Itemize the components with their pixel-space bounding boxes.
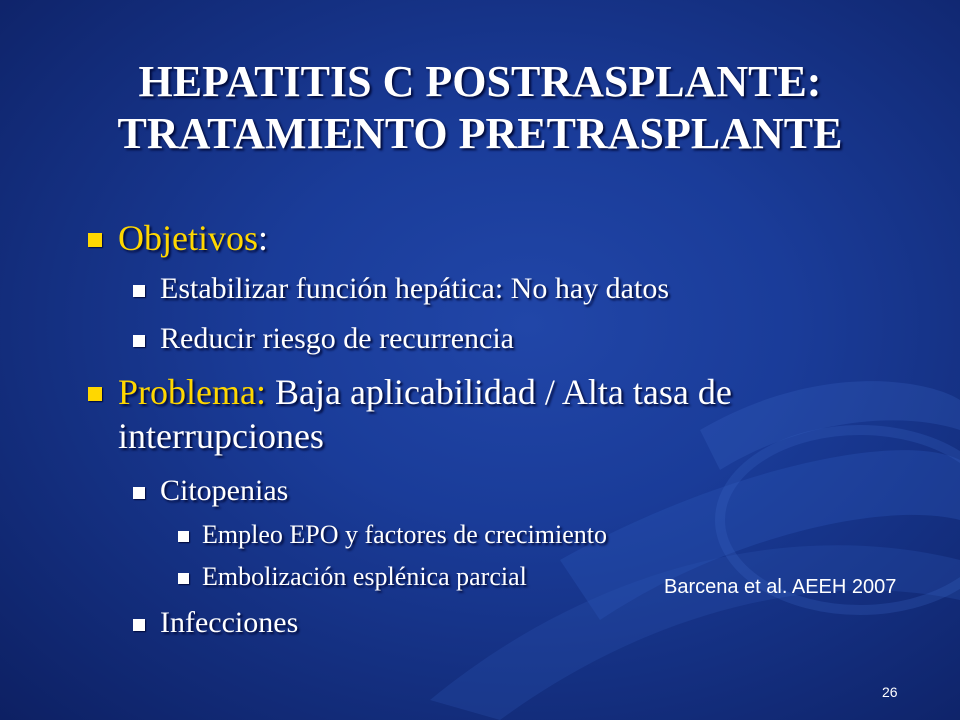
objetivos-suffix: : [258,218,269,258]
bullet-problema [118,372,732,412]
bullet-estabilizar [160,272,669,306]
square-bullet-icon [88,387,102,401]
problema-text-line-2: interrupciones [118,416,324,456]
square-bullet-icon [133,487,145,499]
objetivos-label: Objetivos [118,218,258,258]
objetivo-item-2: Reducir riesgo de recurrencia [160,322,514,355]
square-bullet-icon [178,531,189,542]
problema-text-line-1: Baja aplicabilidad / Alta tasa de [265,372,732,412]
bullet-infecciones [160,606,298,640]
page-number: 26 [882,684,898,700]
citation: Barcena et al. AEEH 2007 [664,576,897,598]
citopenias-item-1: Empleo EPO y factores de crecimiento [202,520,608,549]
bullet-empleo-epo [202,520,607,550]
objetivo-item-1: Estabilizar función hepática: No hay datos [160,272,669,305]
problema-label: Problema: [118,372,266,412]
bullet-citopenias [160,474,288,508]
bullet-embolizacion [202,562,527,592]
square-bullet-icon [133,285,145,297]
title-line-2: TRATAMIENTO PRETRASPLANTE [117,109,843,158]
citopenias-item-2: Embolización esplénica parcial [202,562,527,591]
infecciones-label: Infecciones [160,606,299,639]
problema-continuation [118,416,324,456]
square-bullet-icon [133,335,145,347]
square-bullet-icon [178,573,189,584]
square-bullet-icon [88,233,102,247]
citopenias-label: Citopenias [160,474,289,507]
bullet-reducir [160,322,514,356]
square-bullet-icon [133,619,145,631]
bullet-objetivos [118,218,268,258]
title-line-1: HEPATITIS C POSTRASPLANTE: [138,57,822,106]
